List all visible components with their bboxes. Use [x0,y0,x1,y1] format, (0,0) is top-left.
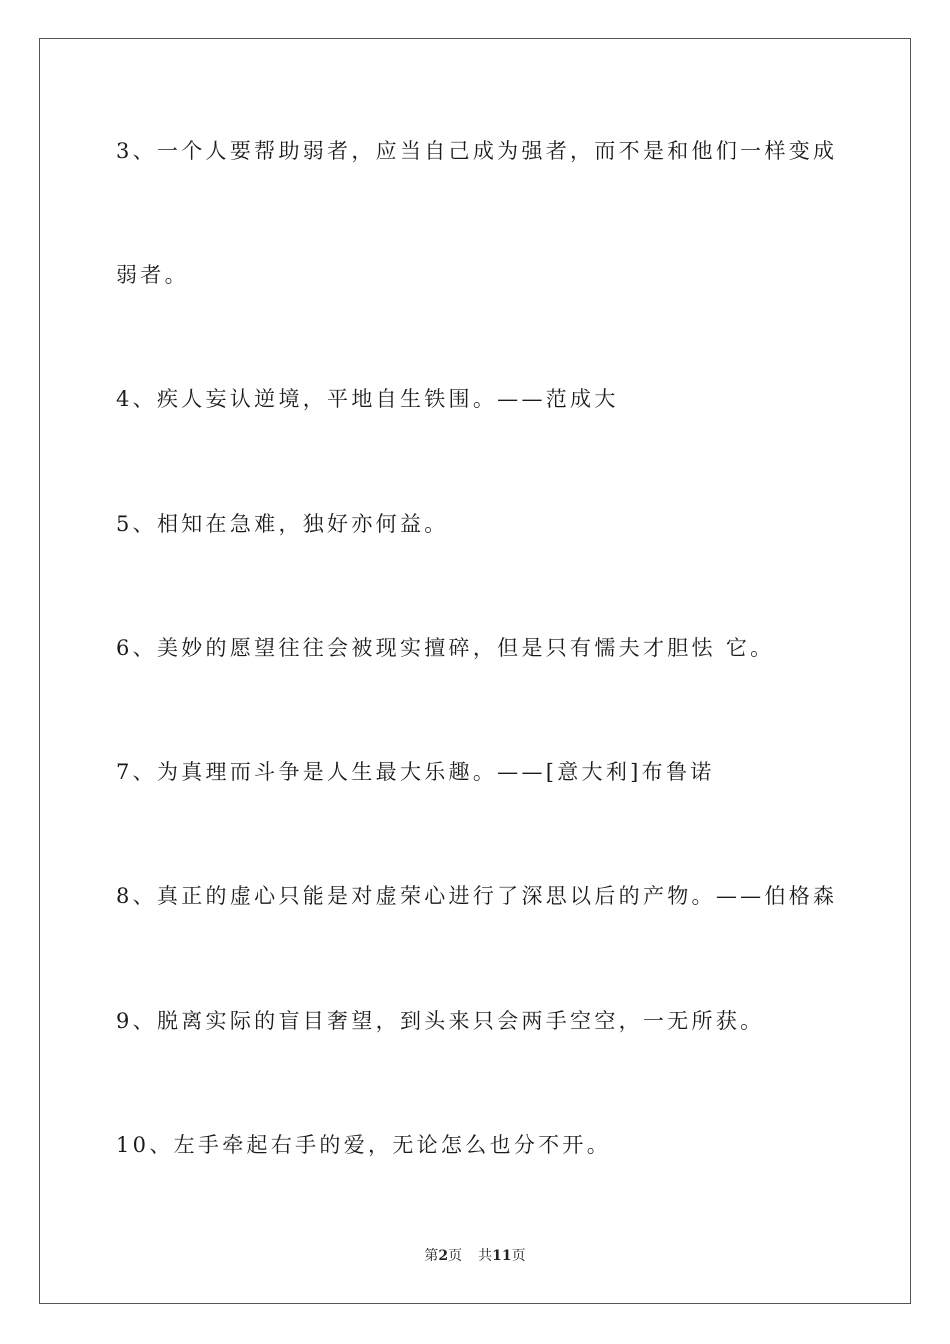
footer-page-prefix: 第 [424,1248,439,1264]
footer-page-number: 2 [438,1248,449,1264]
quote-line-3-continued: 弱者。 [116,263,189,287]
quote-line-6: 6、美妙的愿望往往会被现实擅碎，但是只有懦夫才胆怯 它。 [116,636,775,660]
footer-page-suffix: 页 [448,1248,463,1264]
quote-line-3: 3、一个人要帮助弱者，应当自己成为强者，而不是和他们一样变成 [116,139,838,163]
quote-line-7: 7、为真理而斗争是人生最大乐趣。——[意大利]布鲁诺 [116,760,715,784]
quote-line-5: 5、相知在急难，独好亦何益。 [116,512,449,536]
footer-total-suffix: 页 [511,1248,526,1264]
quote-line-10: 10、左手牵起右手的爱，无论怎么也分不开。 [116,1133,612,1157]
footer-total-prefix: 共 [478,1248,493,1264]
page-border [39,38,911,1304]
quote-line-9: 9、脱离实际的盲目奢望，到头来只会两手空空，一无所获。 [116,1009,765,1033]
quote-line-8: 8、真正的虚心只能是对虚荣心进行了深思以后的产物。——伯格森 [116,884,838,908]
quote-line-4: 4、疾人妄认逆境，平地自生铁围。——范成大 [116,387,619,411]
footer-total-pages: 11 [492,1248,512,1264]
page-footer [0,1247,950,1265]
